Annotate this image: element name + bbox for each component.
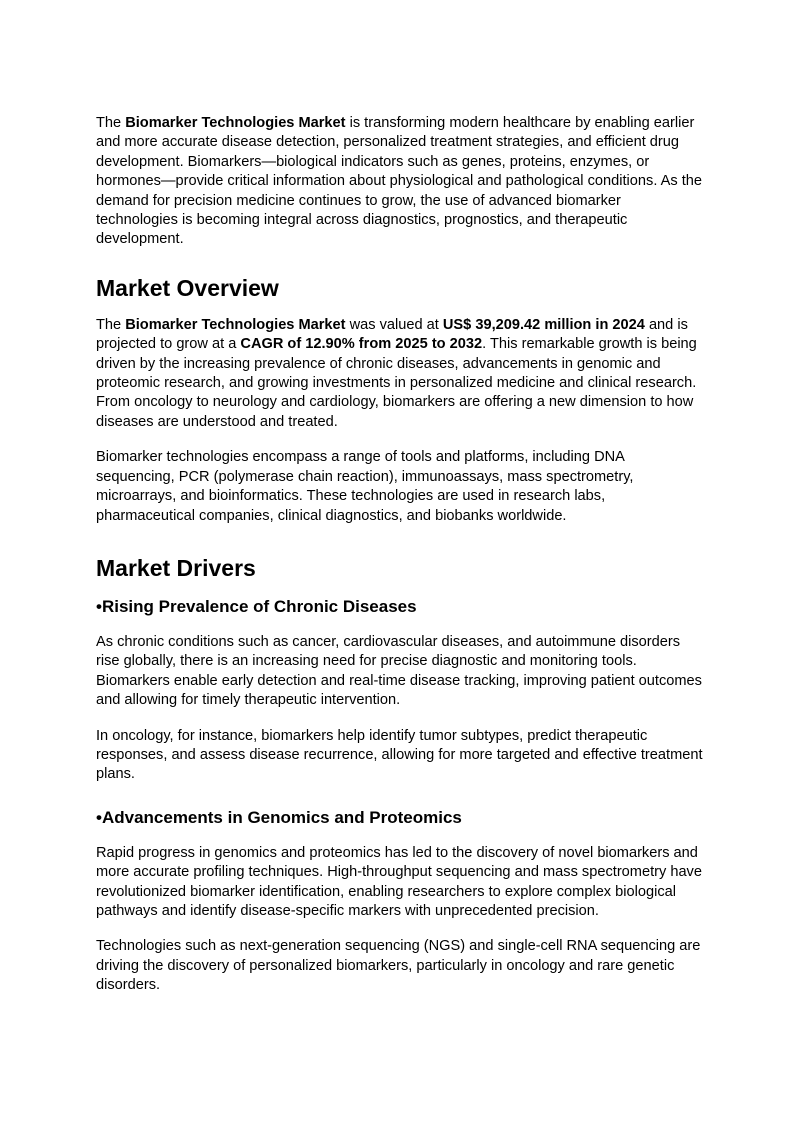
driver-heading-genomics-proteomics: •Advancements in Genomics and Proteomics (96, 807, 462, 827)
intro-paragraph: The Biomarker Technologies Market is transforming modern healthcare by enabling earlier and more accurate disease detection, personalized treatment strategies, and efficient drug development. Biomarkers—biological indicators such as genes, proteins, enzymes, or hormones—provide critical information about physiological and pathological conditions. As the demand for precision medicine continues to grow, the use of advanced biomarker technologies is becoming integral across diagnostics, prognostics, and therapeutic development. (96, 115, 702, 248)
overview-paragraph-1: The Biomarker Technologies Market was valued at US$ 39,209.42 million in 2024 and is projected to grow at a CAGR of 12.90% from 2025 to 2032. This remarkable growth is being driven by the increasing prevalence of chronic diseases, advancements in genomic and proteomic research, and growing investments in personalized medicine and clinical research. From oncology to neurology and cardiology, biomarkers are offering a new dimension to how diseases are understood and treated. (96, 316, 697, 430)
cagr-value: CAGR of 12.90% from 2025 to 2032 (240, 336, 483, 353)
genomics-proteomics-paragraph-2: Technologies such as next-generation sequencing (NGS) and single-cell RNA sequencing are driving the discovery of personalized biomarkers, particularly in oncology and rare genetic disorders. (96, 938, 701, 994)
market-name: Biomarker Technologies Market (125, 115, 346, 131)
market-drivers-heading: Market Drivers (96, 554, 256, 581)
driver-heading-chronic-diseases: •Rising Prevalence of Chronic Diseases (96, 596, 417, 616)
market-overview-heading: Market Overview (96, 274, 279, 301)
chronic-diseases-paragraph-2: In oncology, for instance, biomarkers help identify tumor subtypes, predict therapeutic responses, and assess disease recurrence, allowing for more targeted and effective treatment plans. (96, 727, 703, 783)
market-value: US$ 39,209.42 million in 2024 (442, 316, 645, 333)
chronic-diseases-paragraph-1: As chronic conditions such as cancer, cardiovascular diseases, and autoimmune disorders rise globally, there is an increasing need for precise diagnostic and monitoring tools. Biomarkers enable early detection and real-time disease tracking, improving patient outcomes and allowing for timely therapeutic intervention. (96, 633, 702, 709)
genomics-proteomics-paragraph-1: Rapid progress in genomics and proteomics has led to the discovery of novel biomarkers and more accurate profiling techniques. High-throughput sequencing and mass spectrometry have revolutionized biomarker identification, enabling researchers to explore complex biological pathways and identify disease-specific markers with unprecedented precision. (96, 844, 702, 919)
market-name: Biomarker Technologies Market (125, 316, 346, 333)
overview-paragraph-2: Biomarker technologies encompass a range of tools and platforms, including DNA sequencing, PCR (polymerase chain reaction), immunoassays, mass spectrometry, microarrays, and bioinformatics. These technologies are used in research labs, pharmaceutical companies, clinical diagnostics, and biobanks worldwide. (96, 449, 634, 524)
